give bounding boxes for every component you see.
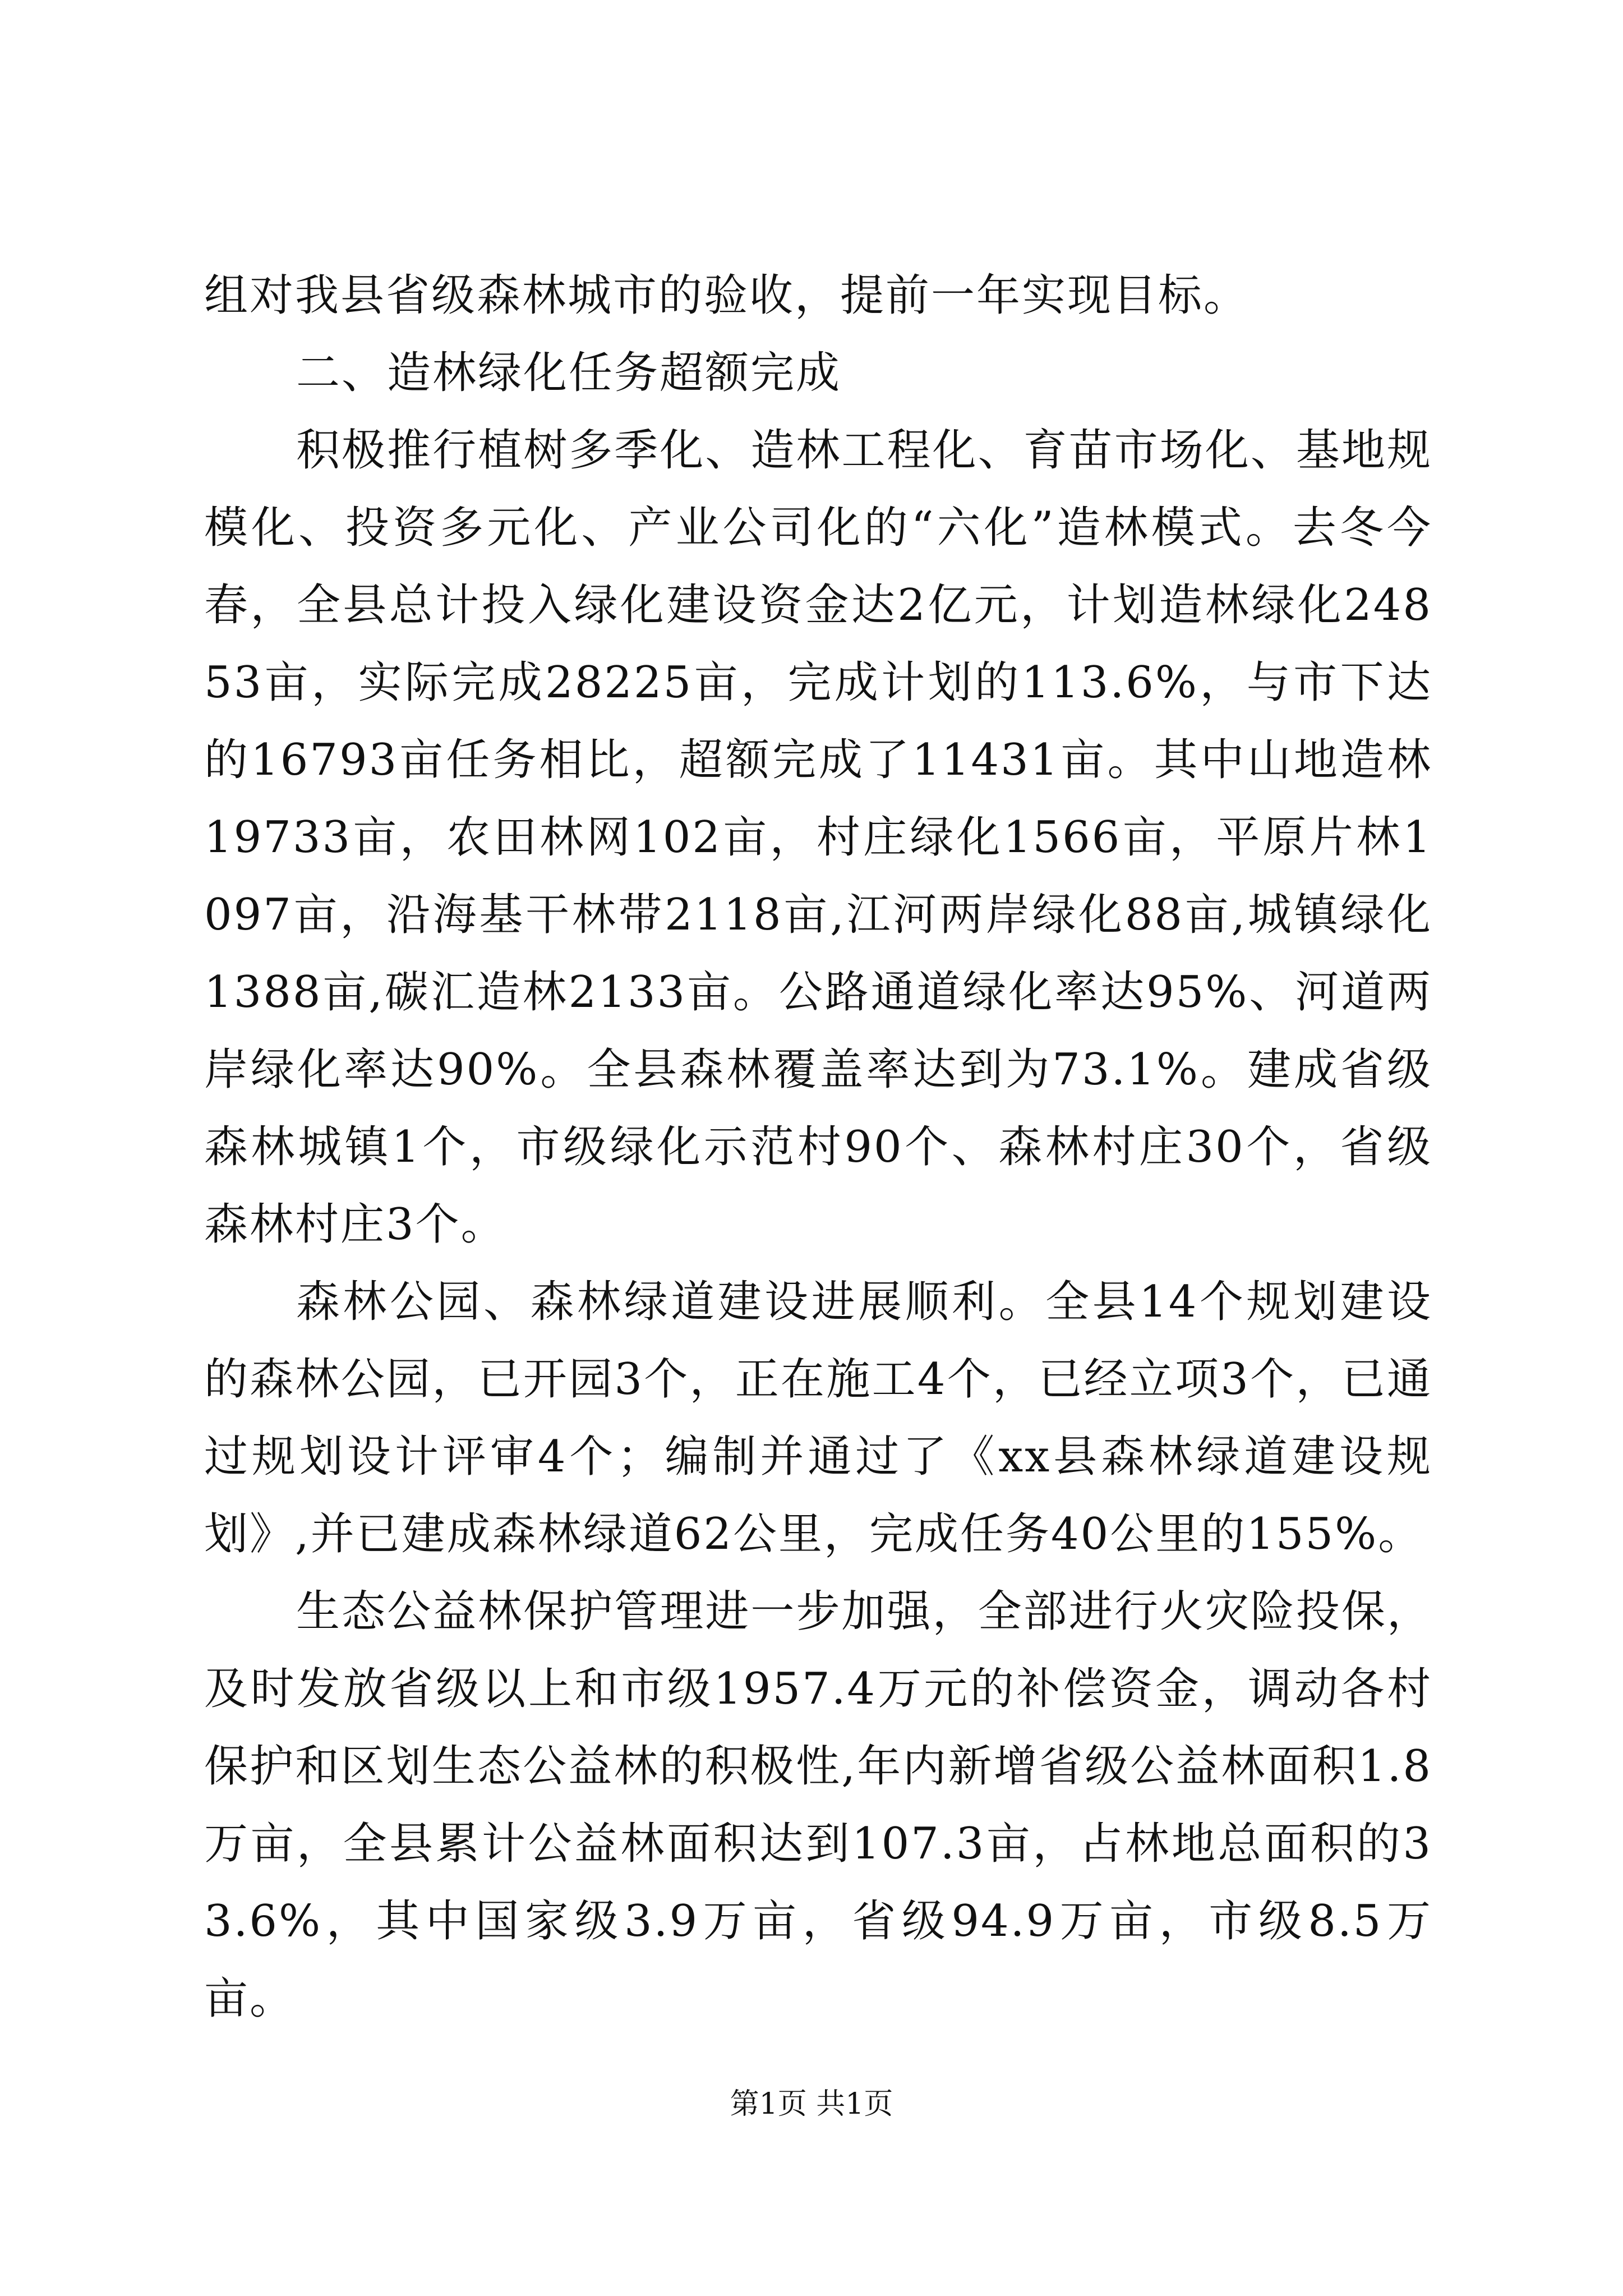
paragraph-continuation: 组对我县省级森林城市的验收，提前一年实现目标。 <box>204 270 1249 321</box>
paragraph-ecological-forest: 生态公益林保护管理进一步加强，全部进行火灾险投保，及时发放省级以上和市级1957.4万元的补偿资金，调动各村保护和区划生态公益林的积极性,年内新增省级公益林面积1.8万亩，全县累计公益林面积达到107.3亩，占林地总面积的33.6%，其中国家级3.9万亩，省级94.9万亩，市级8.5万亩。 <box>204 1586 1432 2024</box>
page-number-footer: 第1页 共1页 <box>730 2087 893 2121</box>
paragraph-afforestation: 积极推行植树多季化、造林工程化、育苗市场化、基地规模化、投资多元化、产业公司化的“六化”造林模式。去冬今春，全县总计投入绿化建设资金达2亿元，计划造林绿化24853亩，实际完成28225亩，完成计划的113.6%，与市下达的16793亩任务相比，超额完成了11431亩。其中山地造林19733亩，农田林网102亩，村庄绿化1566亩，平原片林1097亩，沿海基干林带2118亩,江河两岸绿化88亩,城镇绿化1388亩,碳汇造林2133亩。公路通道绿化率达95%、河道两岸绿化率达90%。全县森林覆盖率达到为73.1%。建成省级森林城镇1个，市级绿化示范村90个、森林村庄30个，省级森林村庄3个。 <box>204 425 1432 1250</box>
paragraph-forest-parks: 森林公园、森林绿道建设进展顺利。全县14个规划建设的森林公园，已开园3个，正在施工4个，已经立项3个，已通过规划设计评审4个；编制并通过了《xx县森林绿道建设规划》,并已建成森林绿道62公里，完成任务40公里的155%。 <box>204 1277 1432 1559</box>
section-heading: 二、造林绿化任务超额完成 <box>296 348 842 398</box>
document-body <box>204 257 1432 2037</box>
